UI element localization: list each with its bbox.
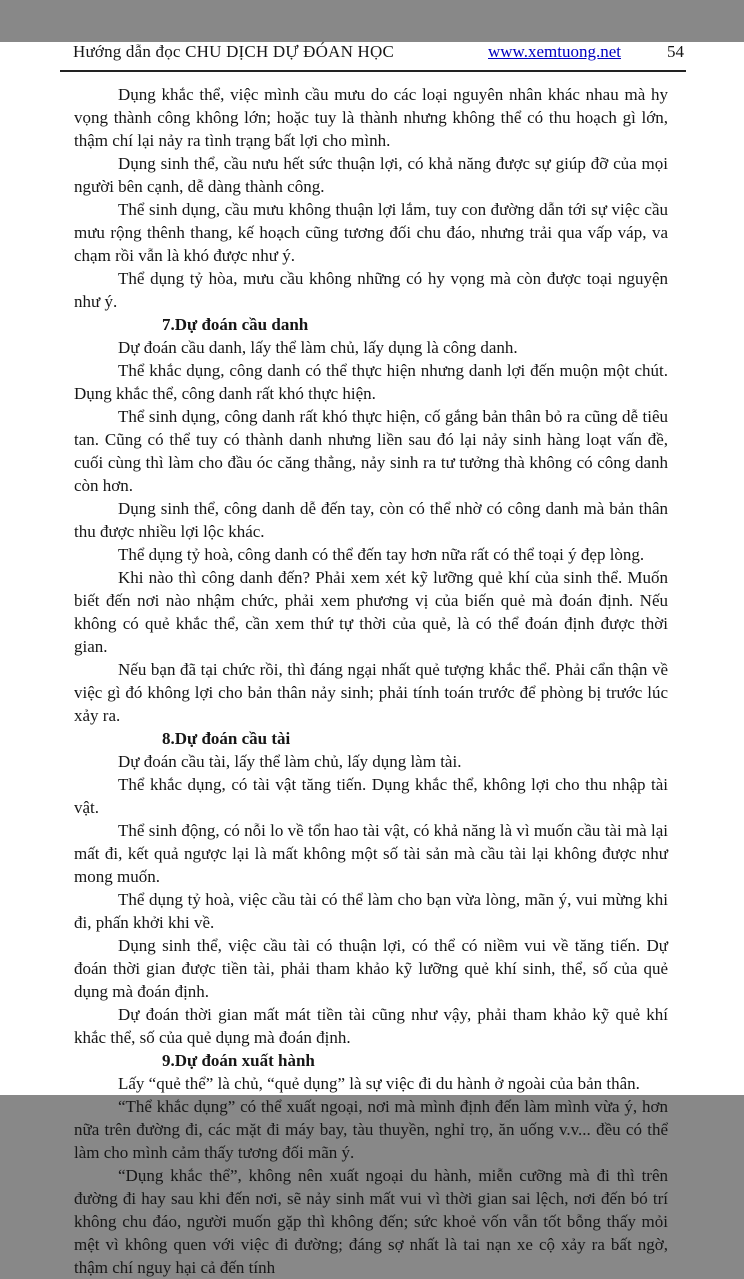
- section-title: Dự đoán cầu danh: [174, 315, 309, 334]
- paragraph: Nếu bạn đã tại chức rồi, thì đáng ngại nhất quẻ tượng khắc thể. Phải cẩn thận về việc gì đó không lợi cho bản thân nảy sinh; phải tính toán trước để phòng bị trước lúc xảy ra.: [74, 660, 668, 725]
- paragraph: Thể sinh động, có nỗi lo về tổn hao tài vật, có khả năng là vì muốn cầu tài mà lại mất đi, kết quả ngược lại là mất không một số tài sản mà cầu tài lại không được như mong muốn.: [74, 821, 668, 886]
- paragraph: Dự đoán cầu danh, lấy thể làm chủ, lấy dụng là công danh.: [118, 338, 518, 357]
- section-number: 8.: [162, 729, 175, 748]
- paragraph: Dụng sinh thể, việc cầu tài có thuận lợi, có thể có niềm vui về tăng tiến. Dự đoán thời gian được tiền tài, phải tham khảo kỹ lưỡng quẻ khí sinh, thể, số của quẻ dụng mà đoán định.: [74, 936, 668, 1001]
- paragraph: Dự đoán cầu tài, lấy thể làm chủ, lấy dụng làm tài.: [118, 752, 462, 771]
- section-heading: [74, 1049, 668, 1072]
- document-page: [0, 42, 744, 1277]
- section-title: Dự đoán xuất hành: [174, 1051, 315, 1070]
- document-body: [74, 83, 668, 1279]
- paragraph: Thể dụng tỷ hoà, việc cầu tài có thể làm cho bạn vừa lòng, mãn ý, vui mừng khi đi, phấn khởi khi về.: [74, 890, 668, 932]
- section-heading: [74, 313, 668, 336]
- header-divider: [60, 70, 686, 72]
- paragraph: Thể dụng tỷ hòa, mưu cầu không những có hy vọng mà còn được toại nguyện như ý.: [74, 269, 668, 311]
- paragraph: Dụng sinh thể, cầu nưu hết sức thuận lợi, có khả năng được sự giúp đỡ của mọi người bên cạnh, dễ dàng thành công.: [74, 154, 668, 196]
- section-number: 9.: [162, 1051, 175, 1070]
- website-link[interactable]: www.xemtuong.net: [488, 42, 621, 61]
- page-number: 54: [667, 42, 684, 61]
- paragraph: “Thể khắc dụng” có thể xuất ngoại, nơi mà mình định đến làm mình vừa ý, hơn nữa trên đường đi, các mặt đi máy bay, tàu thuyền, nghỉ trọ, ăn uống v.v... đều có thể làm cho mình cảm thấy tương đối mãn ý.: [74, 1097, 668, 1162]
- page-header: [73, 42, 684, 62]
- paragraph: Thể khắc dụng, công danh có thể thực hiện nhưng danh lợi đến muộn một chút. Dụng khắc thể, công danh rất khó thực hiện.: [74, 361, 668, 403]
- paragraph: Dụng sinh thể, công danh dễ đến tay, còn có thể nhờ có công danh mà bản thân thu được nhiều lợi lộc khác.: [74, 499, 668, 541]
- section-heading: [74, 727, 668, 750]
- paragraph: “Dụng khắc thể”, không nên xuất ngoại du hành, miễn cưỡng mà đi thì trên đường đi hay sau khi đến nơi, sẽ nảy sinh mất vui vì thời gian sai lệch, nơi đến bó trí không chu đáo, người muốn gặp thì không đến; sức khoẻ vốn vẫn tốt bỗng thấy mỏi mệt vì không quen với việc đi đường; đáng sợ nhất là tai nạn xe cộ xảy ra bất ngờ, thậm chí nguy hại cả đến tính: [74, 1166, 668, 1277]
- paragraph: Dự đoán thời gian mất mát tiền tài cũng như vậy, phải tham khảo kỹ quẻ khí khắc thể, số của quẻ dụng mà đoán định.: [74, 1005, 668, 1047]
- paragraph: Khi nào thì công danh đến? Phải xem xét kỹ lưỡng quẻ khí của sinh thể. Muốn biết đến nơi nào nhậm chức, phải xem phương vị của biến quẻ mà đoán định. Nếu không có quẻ khắc thể, cần xem thứ tự thời của quẻ, là có thể đoán định được thời gian.: [74, 568, 668, 656]
- section-number: 7.: [162, 315, 175, 334]
- paragraph: Dụng khắc thể, việc mình cầu mưu do các loại nguyên nhân khác nhau mà hy vọng thành công không lớn; hoặc tuy là thành nhưng không thể có thu hoạch gì lớn, thậm chí lại nảy ra tình trạng bất lợi cho mình.: [74, 85, 668, 150]
- paragraph: Thể sinh dụng, công danh rất khó thực hiện, cố gắng bản thân bỏ ra cũng dễ tiêu tan. Cũng có thể tuy có thành danh nhưng liền sau đó lại nảy sinh hàng loạt vấn đề, cuối cùng thì làm cho đầu óc căng thẳng, nảy sinh ra tư tưởng thà không có công danh còn hơn.: [74, 407, 668, 495]
- paragraph: Thể khắc dụng, có tài vật tăng tiến. Dụng khắc thể, không lợi cho thu nhập tài vật.: [74, 775, 668, 817]
- paragraph: Thể sinh dụng, cầu mưu không thuận lợi lắm, tuy con đường dẫn tới sự việc cầu mưu rộng thênh thang, kế hoạch cũng tương đối chu đáo, nhưng trải qua vấp váp, va chạm rồi vẫn là khó được như ý.: [74, 200, 668, 265]
- paragraph: Lấy “quẻ thể” là chủ, “quẻ dụng” là sự việc đi du hành ở ngoài của bản thân.: [118, 1074, 640, 1093]
- paragraph: Thể dụng tỷ hoà, công danh có thể đến tay hơn nữa rất có thể toại ý đẹp lòng.: [118, 545, 645, 564]
- section-title: Dự đoán cầu tài: [174, 729, 291, 748]
- document-title: Hướng dẫn đọc CHU DỊCH DỰ ĐÓAN HỌC: [73, 42, 395, 61]
